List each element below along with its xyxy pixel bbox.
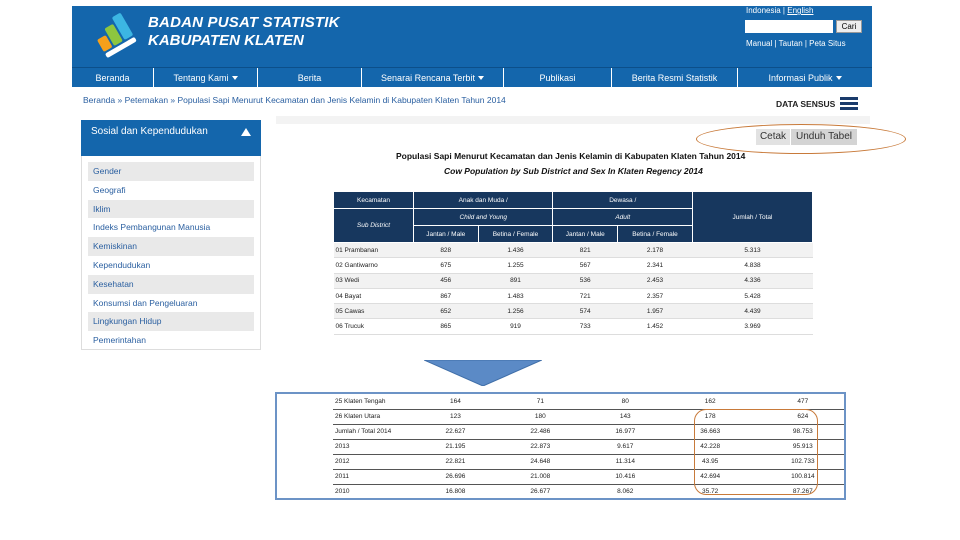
chevron-down-icon [836, 76, 842, 80]
cell-value: 567 [553, 258, 618, 273]
cell-value: 43.95 [668, 454, 753, 469]
nav-item-publikasi[interactable]: Publikasi [504, 68, 612, 88]
cell-value: 1.957 [617, 304, 692, 319]
cell-value: 42.228 [668, 439, 753, 454]
table-subtitle: Cow Population by Sub District and Sex In Klaten Regency 2014 [444, 166, 703, 176]
down-arrow-icon [424, 360, 542, 386]
sidebar-item-kemiskinan[interactable]: Kemiskinan [88, 237, 254, 256]
table-row [334, 243, 813, 258]
sidebar-item-gender[interactable]: Gender [88, 162, 254, 181]
cell-value: 574 [553, 304, 618, 319]
cell-value: 1.436 [478, 243, 553, 258]
cell-value: 1.452 [617, 319, 692, 334]
table-row [334, 304, 813, 319]
sidebar-item-geografi[interactable]: Geografi [93, 184, 126, 195]
nav-item-berita[interactable]: Berita [258, 68, 362, 88]
nav-item-informasi-publik[interactable]: Informasi Publik [738, 68, 872, 88]
cell-value: 9.617 [583, 439, 668, 454]
sidebar-item-pemerintahan[interactable]: Pemerintahan [93, 335, 146, 346]
cell-value: 2.453 [617, 273, 692, 288]
download-table-button[interactable]: Unduh Tabel [791, 129, 857, 145]
table-row [334, 258, 813, 273]
col-kecamatan: Kecamatan [334, 192, 414, 209]
cell-value: 164 [413, 394, 498, 409]
lang-indonesia-link[interactable]: Indonesia [746, 6, 781, 15]
cell-value: 22.627 [413, 424, 498, 439]
row-label: 04 Bayat [334, 288, 414, 303]
cell-value: 21.195 [413, 439, 498, 454]
row-label: 02 Gantiwarno [334, 258, 414, 273]
col-adult-en: Adult [553, 209, 693, 226]
sidebar-list [81, 156, 261, 350]
cell-value: 821 [553, 243, 618, 258]
cell-value: 5.428 [693, 288, 813, 303]
row-label: 2013 [333, 439, 413, 454]
search-input[interactable] [745, 20, 833, 33]
data-table [333, 191, 813, 335]
cell-value: 95.913 [753, 439, 846, 454]
cell-value: 1.255 [478, 258, 553, 273]
nav-item-brs[interactable]: Berita Resmi Statistik [612, 68, 738, 88]
site-header [72, 6, 872, 68]
cell-value: 4.838 [693, 258, 813, 273]
cell-value: 22.486 [498, 424, 583, 439]
cell-value: 162 [668, 394, 753, 409]
row-label: 2010 [333, 484, 413, 499]
sidebar-item-lingkungan[interactable]: Lingkungan Hidup [88, 312, 254, 331]
nav-item-tentang-kami[interactable]: Tentang Kami [154, 68, 258, 88]
sidebar-item-kependudukan[interactable]: Kependudukan [93, 259, 151, 270]
brand-subtitle[interactable]: KABUPATEN KLATEN [148, 32, 304, 49]
col-young: Anak dan Muda / [414, 192, 553, 209]
cell-value: 3.969 [693, 319, 813, 334]
print-button[interactable]: Cetak [756, 129, 790, 145]
table-title: Populasi Sapi Menurut Kecamatan dan Jenis Kelamin di Kabupaten Klaten Tahun 2014 [396, 151, 746, 161]
breadcrumb[interactable]: Beranda » Peternakan » Populasi Sapi Menurut Kecamatan dan Jenis Kelamin di Kabupaten Klaten Tahun 2014 [83, 95, 506, 105]
cell-value: 536 [553, 273, 618, 288]
sidebar-item-kesehatan[interactable]: Kesehatan [88, 275, 254, 294]
nav-item-beranda[interactable]: Beranda [72, 68, 154, 88]
table-row [334, 288, 813, 303]
cell-value: 1.483 [478, 288, 553, 303]
cell-value: 123 [413, 409, 498, 424]
cell-value: 10.416 [583, 469, 668, 484]
cell-value: 891 [478, 273, 553, 288]
cell-value: 733 [553, 319, 618, 334]
col-adult-female: Betina / Female [617, 226, 692, 243]
col-young-en: Child and Young [414, 209, 553, 226]
cell-value: 4.336 [693, 273, 813, 288]
menu-icon[interactable] [840, 97, 858, 110]
cell-value: 865 [414, 319, 479, 334]
row-label: 26 Klaten Utara [333, 409, 413, 424]
sidebar-heading[interactable]: Sosial dan Kependudukan [81, 120, 261, 156]
col-young-female: Betina / Female [478, 226, 553, 243]
row-label: 01 Prambanan [334, 243, 414, 258]
cell-value: 24.648 [498, 454, 583, 469]
cell-value: 624 [753, 409, 846, 424]
cell-value: 4.439 [693, 304, 813, 319]
cell-value: 675 [414, 258, 479, 273]
cell-value: 42.694 [668, 469, 753, 484]
cell-value: 71 [498, 394, 583, 409]
row-label: 25 Klaten Tengah [333, 394, 413, 409]
cell-value: 5.313 [693, 243, 813, 258]
table-row [333, 394, 846, 409]
row-label: Jumlah / Total 2014 [333, 424, 413, 439]
cell-value: 1.256 [478, 304, 553, 319]
cell-value: 16.808 [413, 484, 498, 499]
cell-value: 102.733 [753, 454, 846, 469]
table-row [334, 273, 813, 288]
cell-value: 100.814 [753, 469, 846, 484]
col-young-male: Jantan / Male [414, 226, 479, 243]
row-label: 06 Trucuk [334, 319, 414, 334]
data-sensus-label[interactable]: DATA SENSUS [776, 99, 836, 109]
lang-separator: | [780, 6, 788, 15]
cell-value: 35.72 [668, 484, 753, 499]
cell-value: 26.696 [413, 469, 498, 484]
sidebar-item-iklim[interactable]: Iklim [88, 200, 254, 219]
cell-value: 26.677 [498, 484, 583, 499]
cell-value: 36.663 [668, 424, 753, 439]
collapse-arrow-icon[interactable] [241, 128, 251, 136]
cell-value: 11.314 [583, 454, 668, 469]
row-label: 2011 [333, 469, 413, 484]
main-nav [72, 67, 872, 87]
chevron-down-icon [232, 76, 238, 80]
nav-item-senarai[interactable]: Senarai Rencana Terbit [362, 68, 504, 88]
brand-title[interactable]: BADAN PUSAT STATISTIK [148, 14, 340, 31]
highlight-ellipse [696, 124, 906, 154]
col-sub-district: Sub District [334, 209, 414, 243]
cell-value: 2.357 [617, 288, 692, 303]
cell-value: 2.341 [617, 258, 692, 273]
cell-value: 2.178 [617, 243, 692, 258]
col-adult-male: Jantan / Male [553, 226, 618, 243]
highlight-box [694, 409, 818, 495]
cell-value: 867 [414, 288, 479, 303]
cell-value: 80 [583, 394, 668, 409]
row-label: 03 Wedi [334, 273, 414, 288]
cell-value: 652 [414, 304, 479, 319]
cell-value: 143 [583, 409, 668, 424]
cell-value: 919 [478, 319, 553, 334]
cell-value: 16.977 [583, 424, 668, 439]
cell-value: 8.062 [583, 484, 668, 499]
bps-logo-icon[interactable] [90, 12, 142, 62]
lang-english-link[interactable]: English [787, 6, 814, 15]
row-label: 05 Cawas [334, 304, 414, 319]
sidebar-item-ipm[interactable]: Indeks Pembangunan Manusia [93, 222, 211, 233]
cell-value: 98.753 [753, 424, 846, 439]
sidebar-item-konsumsi[interactable]: Konsumsi dan Pengeluaran [93, 297, 198, 308]
cell-value: 828 [414, 243, 479, 258]
cell-value: 477 [753, 394, 846, 409]
cell-value: 721 [553, 288, 618, 303]
cell-value: 22.873 [498, 439, 583, 454]
chevron-down-icon [478, 76, 484, 80]
cell-value: 456 [414, 273, 479, 288]
cell-value: 180 [498, 409, 583, 424]
cell-value: 87.267 [753, 484, 846, 499]
col-total: Jumlah / Total [693, 192, 813, 243]
col-adult: Dewasa / [553, 192, 693, 209]
search-button[interactable]: Cari [836, 20, 862, 33]
language-switcher [746, 6, 813, 15]
cell-value: 21.008 [498, 469, 583, 484]
cell-value: 22.821 [413, 454, 498, 469]
cell-value: 178 [668, 409, 753, 424]
row-label: 2012 [333, 454, 413, 469]
table-row [334, 319, 813, 334]
utility-links[interactable]: Manual | Tautan | Peta Situs [746, 39, 846, 48]
